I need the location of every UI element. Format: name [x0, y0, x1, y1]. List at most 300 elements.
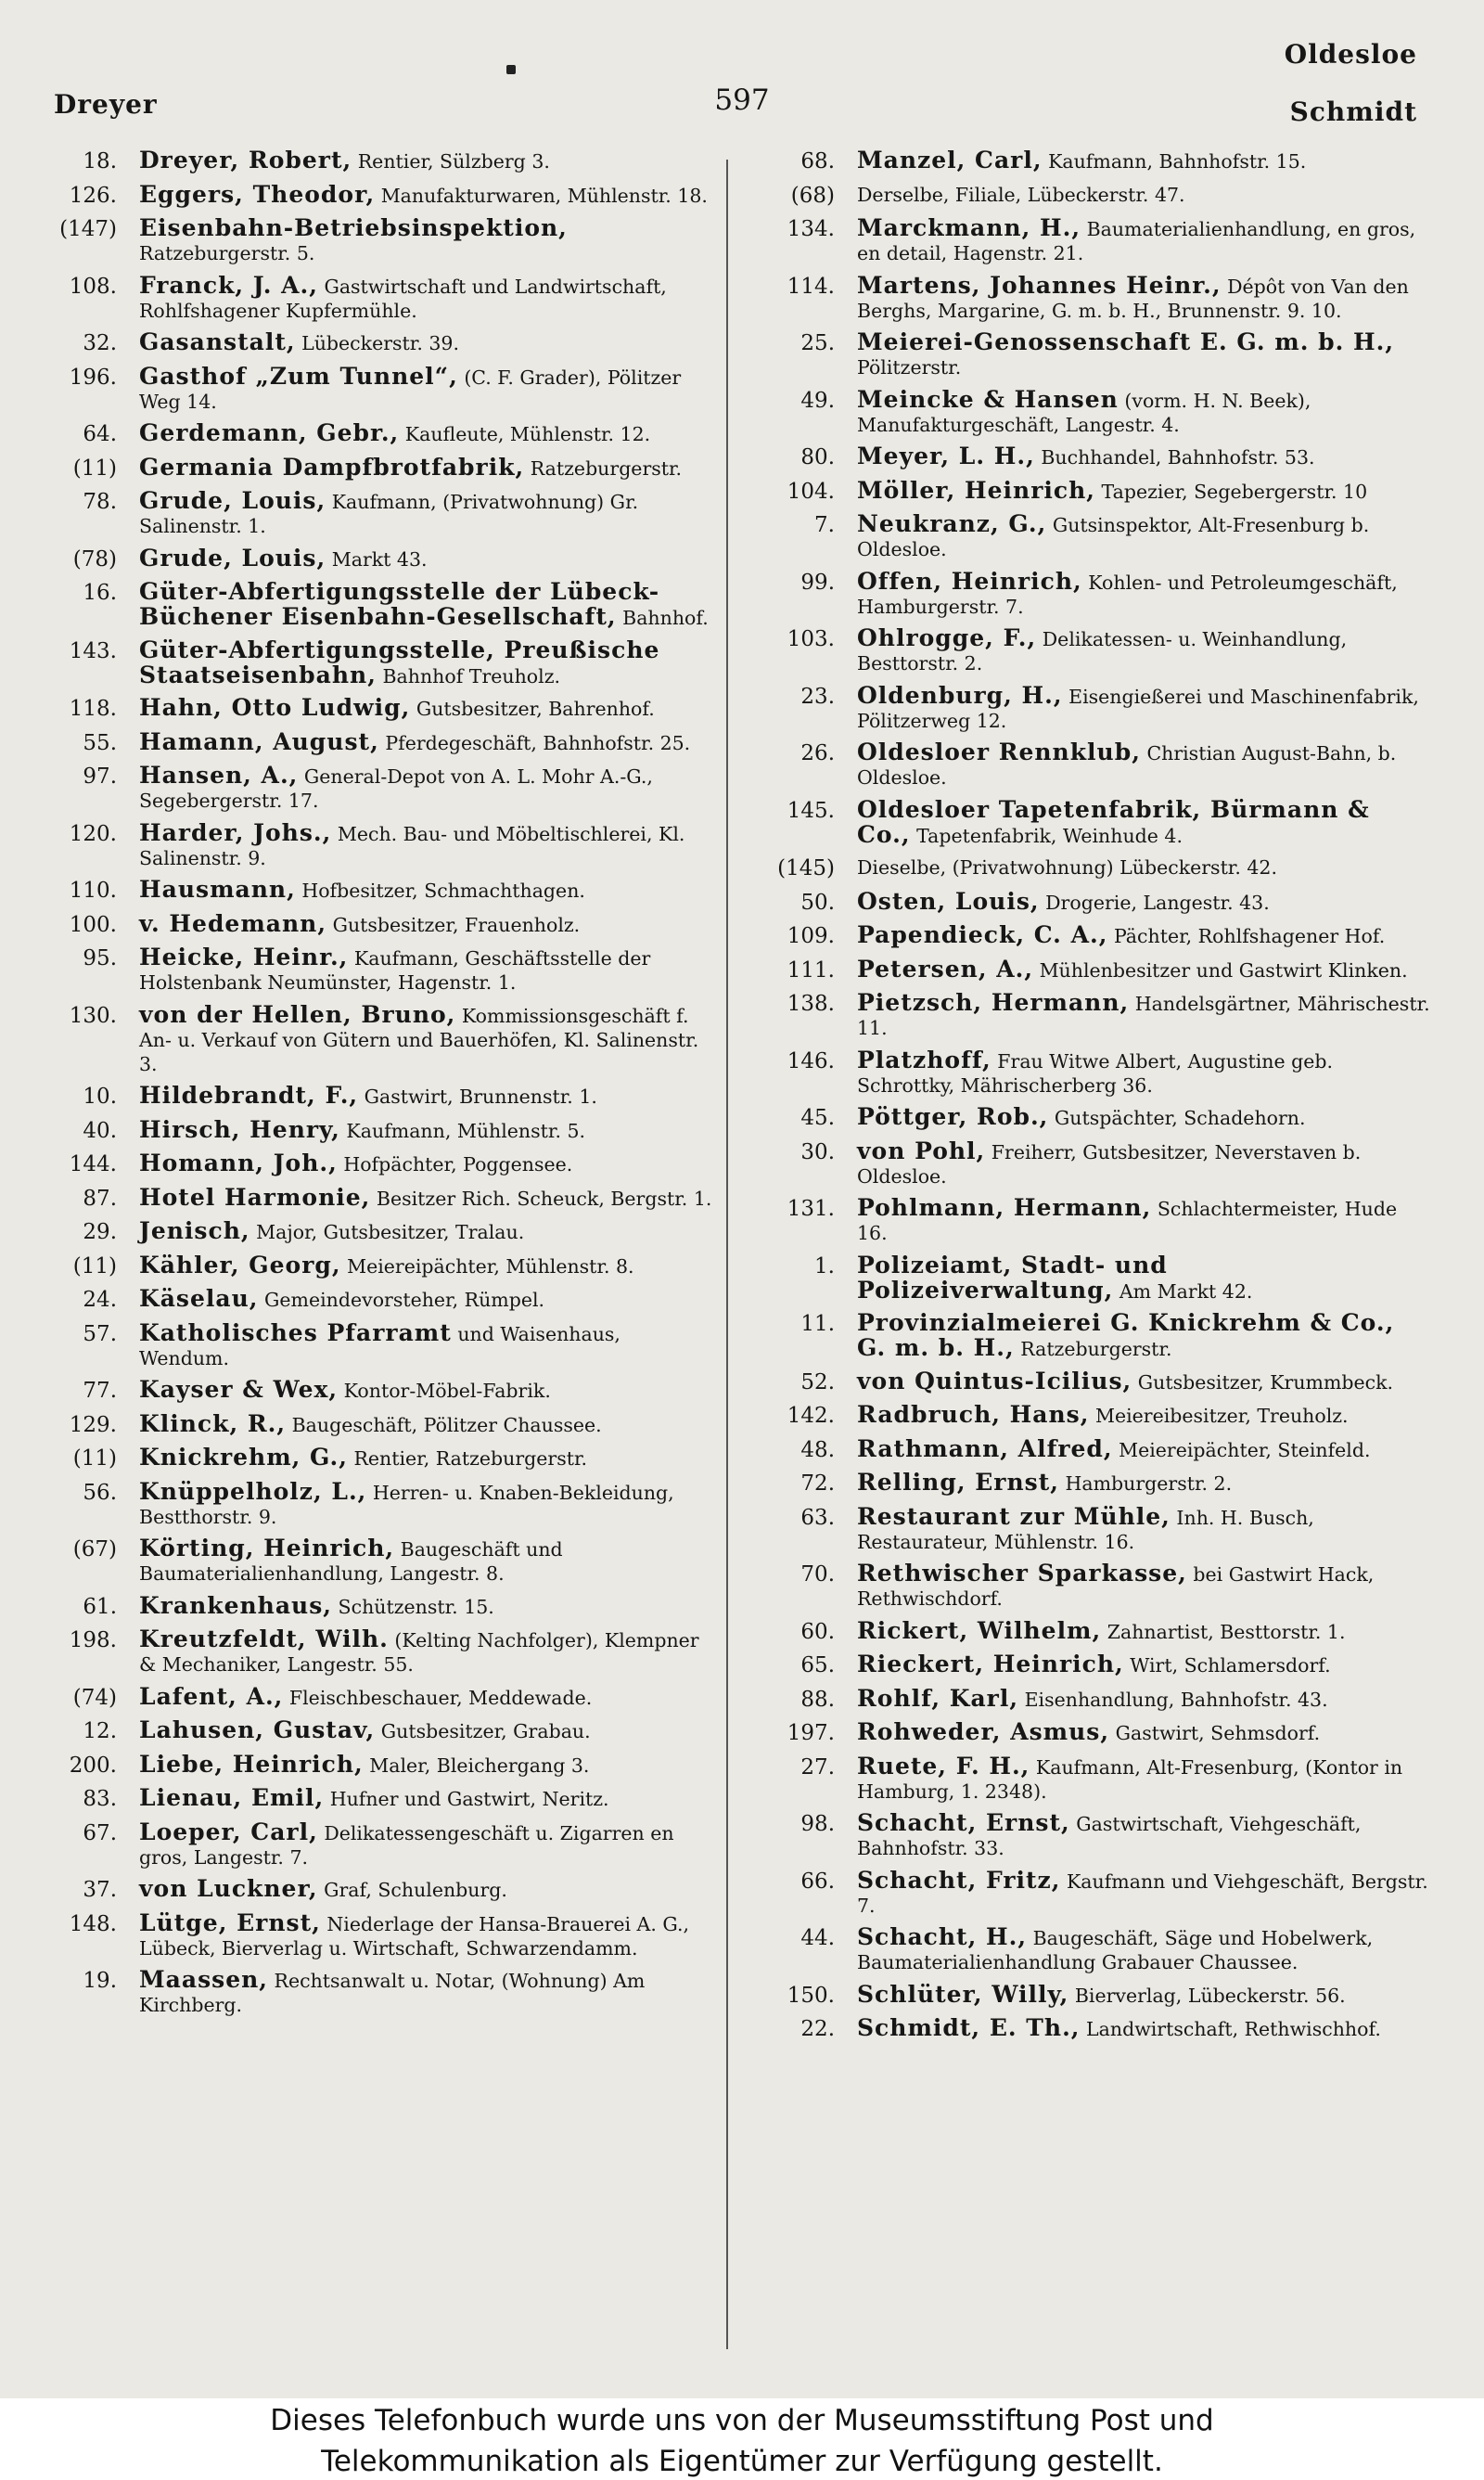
- entry-number: 146.: [787, 1048, 835, 1073]
- directory-entry: [45, 1287, 712, 1313]
- entry-details: Gemeindevorsteher, Rümpel.: [264, 1289, 545, 1311]
- entry-details: Pächter, Rohlfshagener Hof.: [1113, 925, 1386, 947]
- entry-details: Zahnartist, Besttorstr. 1.: [1107, 1620, 1346, 1643]
- entry-body: [139, 1115, 712, 1143]
- entry-body: [139, 180, 712, 208]
- entry-body: [139, 148, 712, 173]
- entry-details: Kohlen- und Petroleumgeschäft, Hamburgerstr. 7.: [857, 571, 1398, 618]
- entry-name: von Luckner,: [139, 1875, 318, 1902]
- directory-entry: [45, 1820, 712, 1870]
- entry-name: Rickert, Wilhelm,: [857, 1616, 1102, 1644]
- entry-details: Wirt, Schlamersdorf.: [1130, 1654, 1331, 1677]
- entry-name: Marckmann, H.,: [857, 214, 1081, 241]
- entry-name: Meyer, L. H.,: [857, 443, 1035, 469]
- directory-entry: [45, 764, 712, 813]
- running-header-right: Schmidt: [1289, 96, 1417, 127]
- entry-body: [857, 1502, 1430, 1554]
- entry-body: [857, 183, 1430, 207]
- entry-name: von Quintus-Icilius,: [857, 1367, 1132, 1394]
- directory-entry: [45, 271, 712, 323]
- entry-number: (67): [72, 1537, 117, 1561]
- directory-entry: [45, 1536, 712, 1586]
- directory-entry: [762, 148, 1430, 174]
- left-column: [45, 148, 712, 2025]
- directory-entry: [45, 1477, 712, 1529]
- entry-number: 130.: [69, 1003, 117, 1028]
- directory-entry: [45, 1253, 712, 1279]
- entry-body: [857, 1253, 1430, 1304]
- directory-entry: [45, 878, 712, 904]
- entry-number: (11): [72, 1446, 117, 1471]
- entry-name: Schmidt, E. Th.,: [857, 2014, 1081, 2041]
- entry-body: [857, 923, 1430, 948]
- entry-body: [139, 1287, 712, 1312]
- entry-body: [857, 2016, 1430, 2041]
- column-divider: [726, 160, 728, 2349]
- directory-entry: [762, 1434, 1430, 1463]
- entry-name: Homann, Joh.,: [139, 1150, 338, 1176]
- entry-details: Rechtsanwalt u. Notar, (Wohnung) Am Kirchberg.: [139, 1970, 646, 2016]
- entry-details: Gutsbesitzer, Bahrenhof.: [416, 698, 655, 720]
- entry-number: (145): [777, 856, 835, 880]
- entry-body: [857, 512, 1430, 561]
- entry-number: 32.: [83, 331, 117, 355]
- entry-number: 1.: [814, 1253, 835, 1279]
- entry-body: [857, 330, 1430, 379]
- entry-body: [857, 1403, 1430, 1428]
- entry-details: bei Gastwirt Hack, Rethwischdorf.: [857, 1563, 1375, 1610]
- entry-name: Lütge, Ernst,: [139, 1908, 321, 1936]
- entry-body: [857, 1720, 1430, 1745]
- directory-entry: [762, 216, 1430, 265]
- entry-details: Ratzeburgerstr. 5.: [139, 242, 315, 264]
- entry-body: [139, 1627, 712, 1677]
- directory-entry: [762, 1502, 1430, 1554]
- entry-number: 19.: [83, 1969, 117, 1993]
- entry-body: [139, 1000, 712, 1076]
- place-name: Oldesloe: [1284, 39, 1417, 70]
- entry-number: 7.: [814, 513, 835, 537]
- entry-number: 110.: [69, 879, 117, 903]
- entry-details: Kaufmann, Bahnhofstr. 15.: [1048, 150, 1307, 173]
- entry-number: 148.: [69, 1911, 117, 1936]
- entry-name: Schacht, Ernst,: [857, 1809, 1070, 1836]
- entry-name: Grude, Louis,: [139, 487, 326, 514]
- directory-entry: [45, 1786, 712, 1812]
- directory-entry: [762, 1684, 1430, 1713]
- entry-number: 143.: [69, 638, 117, 663]
- directory-entry: [762, 795, 1430, 848]
- directory-entry: [45, 1968, 712, 2017]
- entry-name: Oldesloer Rennklub,: [857, 739, 1141, 765]
- entry-details: Rentier, Ratzeburgerstr.: [353, 1447, 588, 1470]
- directory-entry: [762, 855, 1430, 881]
- entry-body: [857, 1652, 1430, 1677]
- entry-number: 150.: [787, 1983, 835, 2008]
- entry-details: Kaufmann, Geschäftsstelle der Holstenbank Neumünster, Hagenstr. 1.: [139, 947, 651, 994]
- directory-entry: [762, 1048, 1430, 1098]
- entry-number: 120.: [69, 821, 117, 846]
- directory-entry: [45, 1318, 712, 1370]
- entry-name: Relling, Ernst,: [857, 1469, 1059, 1496]
- directory-entry: [762, 1980, 1430, 2009]
- entry-details: Kaufmann, Mühlenstr. 5.: [346, 1119, 586, 1142]
- entry-body: [857, 1980, 1430, 2008]
- entry-body: [857, 148, 1430, 173]
- entry-number: 11.: [800, 1312, 835, 1336]
- entry-name: Platzhoff,: [857, 1046, 991, 1073]
- entry-details: Ratzeburgerstr.: [1020, 1338, 1172, 1360]
- page-number: 597: [714, 84, 770, 117]
- directory-entry: [45, 1877, 712, 1903]
- header-mark: [506, 65, 516, 74]
- entry-details: Delikatessen- u. Weinhandlung, Besttorstr. 2.: [857, 628, 1348, 675]
- entry-name: Maassen,: [139, 1966, 269, 1993]
- entry-number: 61.: [83, 1594, 117, 1619]
- entry-name: Manzel, Carl,: [857, 147, 1043, 173]
- entry-name: Oldesloer Tapetenfabrik, Bürmann & Co.,: [857, 795, 1370, 848]
- directory-entry: [45, 945, 712, 995]
- entry-body: [139, 1253, 712, 1279]
- entry-name: Grude, Louis,: [139, 544, 326, 572]
- entry-body: [139, 362, 712, 414]
- entry-number: 40.: [83, 1118, 117, 1143]
- directory-entry: [45, 1151, 712, 1177]
- entry-name: Rohweder, Asmus,: [857, 1718, 1110, 1745]
- entry-name: Pöttger, Rob.,: [857, 1103, 1049, 1130]
- directory-entry: [762, 1720, 1430, 1746]
- entry-number: 24.: [83, 1288, 117, 1312]
- entry-name: Rohlf, Karl,: [857, 1684, 1019, 1712]
- entry-details: Hofpächter, Poggensee.: [343, 1153, 573, 1176]
- entry-number: 16.: [83, 581, 117, 605]
- entry-details: Frau Witwe Albert, Augustine geb. Schrottky, Mährischerberg 36.: [857, 1049, 1334, 1097]
- directory-entry: [45, 1627, 712, 1677]
- entry-body: [139, 1318, 712, 1370]
- entry-details: Kaufmann, (Privatwohnung) Gr. Salinenstr. 1.: [139, 491, 639, 537]
- directory-entry: [762, 1925, 1430, 1974]
- entry-body: [857, 681, 1430, 733]
- entry-name: Klinck, R.,: [139, 1409, 287, 1437]
- entry-name: Schlüter, Willy,: [857, 1980, 1069, 2008]
- entry-name: Lahusen, Gustav,: [139, 1716, 376, 1743]
- entry-body: [139, 764, 712, 813]
- entry-name: Offen, Heinrich,: [857, 567, 1082, 595]
- entry-details: Gutspächter, Schadehorn.: [1054, 1107, 1306, 1129]
- footer-line-2: Telekommunikation als Eigentümer zur Verfügung gestellt.: [321, 2445, 1163, 2478]
- entry-number: 196.: [69, 365, 117, 390]
- directory-entry: [762, 512, 1430, 561]
- directory-entry: [45, 580, 712, 630]
- entry-body: [857, 626, 1430, 675]
- entry-details: Major, Gutsbesitzer, Tralau.: [256, 1221, 525, 1243]
- entry-body: [139, 909, 712, 937]
- entry-body: [139, 1446, 712, 1471]
- entry-number: 26.: [800, 741, 835, 765]
- entry-name: Hotel Harmonie,: [139, 1183, 371, 1211]
- entry-number: 63.: [800, 1505, 835, 1530]
- entry-details: Gastwirtschaft, Viehgeschäft, Bahnhofstr. 33.: [857, 1813, 1362, 1859]
- entry-number: 45.: [800, 1106, 835, 1130]
- entry-details: Rentier, Sülzberg 3.: [357, 150, 550, 173]
- entry-number: 145.: [787, 798, 835, 823]
- entry-details: Eisengießerei und Maschinenfabrik, Pölitzerweg 12.: [857, 685, 1419, 732]
- directory-entry: [45, 1219, 712, 1245]
- directory-entry: [762, 476, 1430, 505]
- entry-name: Gasanstalt,: [139, 328, 296, 355]
- directory-entry: [762, 626, 1430, 675]
- entry-number: 22.: [800, 2017, 835, 2041]
- entry-name: Kähler, Georg,: [139, 1251, 341, 1279]
- directory-entry: [45, 1409, 712, 1438]
- entry-number: 12.: [83, 1719, 117, 1743]
- entry-body: [857, 1866, 1430, 1918]
- directory-entry: [762, 1369, 1430, 1395]
- entry-body: [857, 271, 1430, 323]
- entry-number: 68.: [800, 149, 835, 173]
- entry-body: [139, 421, 712, 446]
- directory-entry: [762, 1105, 1430, 1131]
- entry-body: [139, 580, 712, 630]
- entry-name: v. Hedemann,: [139, 909, 327, 937]
- directory-entry: [762, 1866, 1430, 1918]
- entry-details: Kaufmann und Viehgeschäft, Bergstr. 7.: [857, 1870, 1428, 1917]
- directory-entry: [45, 362, 712, 414]
- entry-body: [857, 385, 1430, 437]
- entry-number: 144.: [69, 1152, 117, 1176]
- entry-details: Manufakturwaren, Mühlenstr. 18.: [380, 184, 708, 207]
- entry-details: Tapetenfabrik, Weinhude 4.: [916, 824, 1183, 847]
- entry-name: Rieckert, Heinrich,: [857, 1651, 1124, 1677]
- entry-body: [139, 1682, 712, 1710]
- directory-entry: [45, 1115, 712, 1144]
- entry-name: Eisenbahn-Betriebsinspektion,: [139, 214, 568, 241]
- entry-details: Herren- u. Knaben-Bekleidung, Bestthorstr. 9.: [139, 1481, 674, 1528]
- running-header-left: Dreyer: [54, 89, 158, 120]
- directory-entry: [45, 330, 712, 356]
- entry-number: 10.: [83, 1085, 117, 1109]
- entry-number: 111.: [787, 957, 835, 983]
- entry-number: 44.: [800, 1926, 835, 1950]
- directory-entry: [762, 1253, 1430, 1304]
- entry-details: Gutsbesitzer, Frauenholz.: [332, 913, 581, 936]
- directory-entry: [762, 1652, 1430, 1678]
- directory-entry: [762, 444, 1430, 470]
- entry-number: 138.: [787, 992, 835, 1016]
- directory-entry: [45, 453, 712, 482]
- entry-body: [139, 1477, 712, 1529]
- entry-body: [139, 489, 712, 538]
- entry-details: Baugeschäft, Pölitzer Chaussee.: [291, 1413, 602, 1436]
- entry-name: Lafent, A.,: [139, 1682, 284, 1710]
- entry-details: Maler, Bleichergang 3.: [369, 1754, 590, 1777]
- entry-details: Inh. H. Busch, Restaurateur, Mühlenstr. 16.: [857, 1506, 1314, 1553]
- directory-entry: [45, 1682, 712, 1711]
- entry-number: 66.: [800, 1869, 835, 1894]
- entry-details: Derselbe, Filiale, Lübeckerstr. 47.: [857, 183, 1185, 206]
- entry-number: 134.: [787, 217, 835, 241]
- entry-number: 52.: [800, 1369, 835, 1394]
- entry-name: Hildebrandt, F.,: [139, 1082, 359, 1109]
- entry-number: 65.: [800, 1653, 835, 1677]
- entry-details: Hufner und Gastwirt, Neritz.: [329, 1788, 609, 1810]
- entry-body: [857, 740, 1430, 790]
- entry-body: [139, 1750, 712, 1778]
- directory-entry: [762, 2016, 1430, 2042]
- entry-name: Knüppelholz, L.,: [139, 1477, 367, 1505]
- entry-body: [139, 696, 712, 721]
- entry-name: Krankenhaus,: [139, 1591, 333, 1619]
- entry-details: Hamburgerstr. 2.: [1065, 1472, 1233, 1495]
- entry-body: [857, 1754, 1430, 1804]
- entry-details: Pölitzerstr.: [857, 356, 962, 379]
- directory-entry: [45, 638, 712, 688]
- entry-details: Eisenhandlung, Bahnhofstr. 43.: [1024, 1688, 1328, 1711]
- directory-entry: [45, 1000, 712, 1076]
- entry-name: Hahn, Otto Ludwig,: [139, 694, 411, 721]
- entry-details: Handelsgärtner, Mährischestr. 11.: [857, 993, 1430, 1039]
- entry-details: Gastwirtschaft und Landwirtschaft, Rohlfshagener Kupfermühle.: [139, 275, 667, 322]
- entry-name: Hamann, August,: [139, 727, 379, 755]
- entry-name: Papendieck, C. A.,: [857, 921, 1108, 948]
- entry-body: [139, 1409, 712, 1437]
- entry-body: [857, 991, 1430, 1040]
- entry-body: [139, 271, 712, 323]
- entry-name: Polizeiamt, Stadt- und Polizeiverwaltung,: [857, 1251, 1168, 1304]
- directory-entry: [45, 909, 712, 938]
- entry-number: 197.: [787, 1721, 835, 1745]
- directory-entry: [762, 1754, 1430, 1804]
- entry-body: [857, 1105, 1430, 1130]
- entry-name: Körting, Heinrich,: [139, 1535, 395, 1561]
- footer-line-1: Dieses Telefonbuch wurde uns von der Museumsstiftung Post und: [270, 2404, 1214, 2437]
- entry-body: [139, 878, 712, 903]
- entry-details: Gutsbesitzer, Krummbeck.: [1137, 1370, 1394, 1394]
- directory-entry: [762, 183, 1430, 209]
- entry-body: [139, 1183, 712, 1211]
- entry-body: [139, 1151, 712, 1176]
- entry-number: 77.: [83, 1379, 117, 1403]
- entry-body: [857, 1925, 1430, 1974]
- directory-entry: [45, 216, 712, 265]
- entry-name: Möller, Heinrich,: [857, 476, 1095, 504]
- entry-body: [139, 1536, 712, 1586]
- directory-entry: [762, 1561, 1430, 1611]
- entry-number: 30.: [800, 1139, 835, 1164]
- entry-details: Mech. Bau- und Möbeltischlerei, Kl. Salinenstr. 9.: [139, 822, 685, 869]
- entry-name: Rathmann, Alfred,: [857, 1434, 1113, 1462]
- entry-body: [139, 1591, 712, 1619]
- entry-body: [139, 1718, 712, 1743]
- entry-number: 103.: [787, 627, 835, 651]
- entry-number: (68): [790, 183, 835, 208]
- directory-entry: [762, 1471, 1430, 1497]
- directory-entry: [45, 727, 712, 756]
- entry-number: 126.: [69, 183, 117, 208]
- entry-body: [857, 1139, 1430, 1189]
- entry-name: Oldenburg, H.,: [857, 681, 1063, 709]
- entry-number: 70.: [800, 1562, 835, 1587]
- entry-number: (74): [72, 1685, 117, 1710]
- entry-body: [857, 1561, 1430, 1611]
- entry-name: Katholisches Pfarramt: [139, 1318, 452, 1346]
- directory-entry: [45, 1183, 712, 1212]
- entry-body: [857, 1048, 1430, 1098]
- directory-entry: [762, 991, 1430, 1040]
- entry-body: [139, 1908, 712, 1960]
- directory-entry: [45, 1378, 712, 1404]
- entry-name: Pohlmann, Hermann,: [857, 1194, 1152, 1221]
- entry-details: Meiereibesitzer, Treuholz.: [1094, 1405, 1349, 1427]
- entry-body: [139, 1786, 712, 1811]
- entry-details: Drogerie, Langestr. 43.: [1045, 891, 1270, 914]
- entry-details: (vorm. H. N. Beek), Manufakturgeschäft, Langestr. 4.: [857, 389, 1311, 436]
- entry-number: 64.: [83, 422, 117, 446]
- entry-name: Knickrehm, G.,: [139, 1444, 348, 1471]
- directory-entry: [762, 330, 1430, 379]
- directory-entry: [762, 1616, 1430, 1645]
- entry-details: Baugeschäft und Baumaterialienhandlung, Langestr. 8.: [139, 1538, 563, 1585]
- entry-details: Bierverlag, Lübeckerstr. 56.: [1074, 1984, 1346, 2007]
- entry-number: (11): [72, 1253, 117, 1279]
- entry-body: [857, 957, 1430, 983]
- entry-body: [139, 727, 712, 755]
- entry-body: [139, 818, 712, 870]
- entry-details: Buchhandel, Bahnhofstr. 53.: [1041, 446, 1315, 469]
- entry-number: 37.: [83, 1878, 117, 1902]
- entry-number: 56.: [83, 1480, 117, 1505]
- directory-entry: [762, 567, 1430, 619]
- entry-name: Güter-Abfertigungsstelle der Lübeck-Büchener Eisenbahn-Gesellschaft,: [139, 578, 660, 630]
- entry-details: (Kelting Nachfolger), Klempner & Mechaniker, Langestr. 55.: [139, 1629, 699, 1676]
- entry-details: General-Depot von A. L. Mohr A.-G., Segebergerstr. 17.: [139, 765, 653, 812]
- entry-details: und Waisenhaus, Wendum.: [139, 1322, 620, 1369]
- entry-number: 49.: [800, 388, 835, 413]
- entry-details: Mühlenbesitzer und Gastwirt Klinken.: [1039, 958, 1408, 982]
- entry-number: (147): [59, 217, 117, 241]
- entry-number: 108.: [69, 274, 117, 299]
- entry-details: Schützenstr. 15.: [338, 1595, 494, 1618]
- entry-number: 88.: [800, 1687, 835, 1712]
- directory-entry: [762, 1196, 1430, 1245]
- entry-details: Gutsbesitzer, Grabau.: [380, 1720, 591, 1742]
- directory-entry: [45, 1750, 712, 1779]
- entry-details: Fleischbeschauer, Meddewade.: [288, 1686, 593, 1709]
- entry-body: [857, 476, 1430, 504]
- entry-number: 80.: [800, 445, 835, 469]
- entry-name: Güter-Abfertigungsstelle, Preußische Staatseisenbahn,: [139, 636, 660, 688]
- entry-number: 95.: [83, 946, 117, 970]
- entry-details: Schlachtermeister, Hude 16.: [857, 1198, 1398, 1244]
- entry-details: Baumaterialienhandlung, en gros, en detail, Hagenstr. 21.: [857, 218, 1416, 264]
- directory-entry: [762, 740, 1430, 790]
- entry-number: 142.: [787, 1404, 835, 1428]
- entry-body: [857, 1311, 1430, 1361]
- entry-name: Meincke & Hansen: [857, 385, 1119, 413]
- entry-number: 27.: [800, 1754, 835, 1780]
- entry-body: [139, 638, 712, 688]
- entry-number: 29.: [83, 1220, 117, 1244]
- entry-name: Rethwischer Sparkasse,: [857, 1560, 1187, 1587]
- entry-details: Niederlage der Hansa-Brauerei A. G., Lübeck, Bierverlag u. Wirtschaft, Schwarzendamm.: [139, 1912, 690, 1960]
- entry-body: [857, 1434, 1430, 1462]
- entry-name: Franck, J. A.,: [139, 271, 318, 299]
- entry-name: Käselau,: [139, 1285, 259, 1312]
- entry-number: 48.: [800, 1437, 835, 1462]
- directory-entry: [762, 957, 1430, 983]
- entry-body: [857, 887, 1430, 915]
- directory-entry: [762, 1403, 1430, 1429]
